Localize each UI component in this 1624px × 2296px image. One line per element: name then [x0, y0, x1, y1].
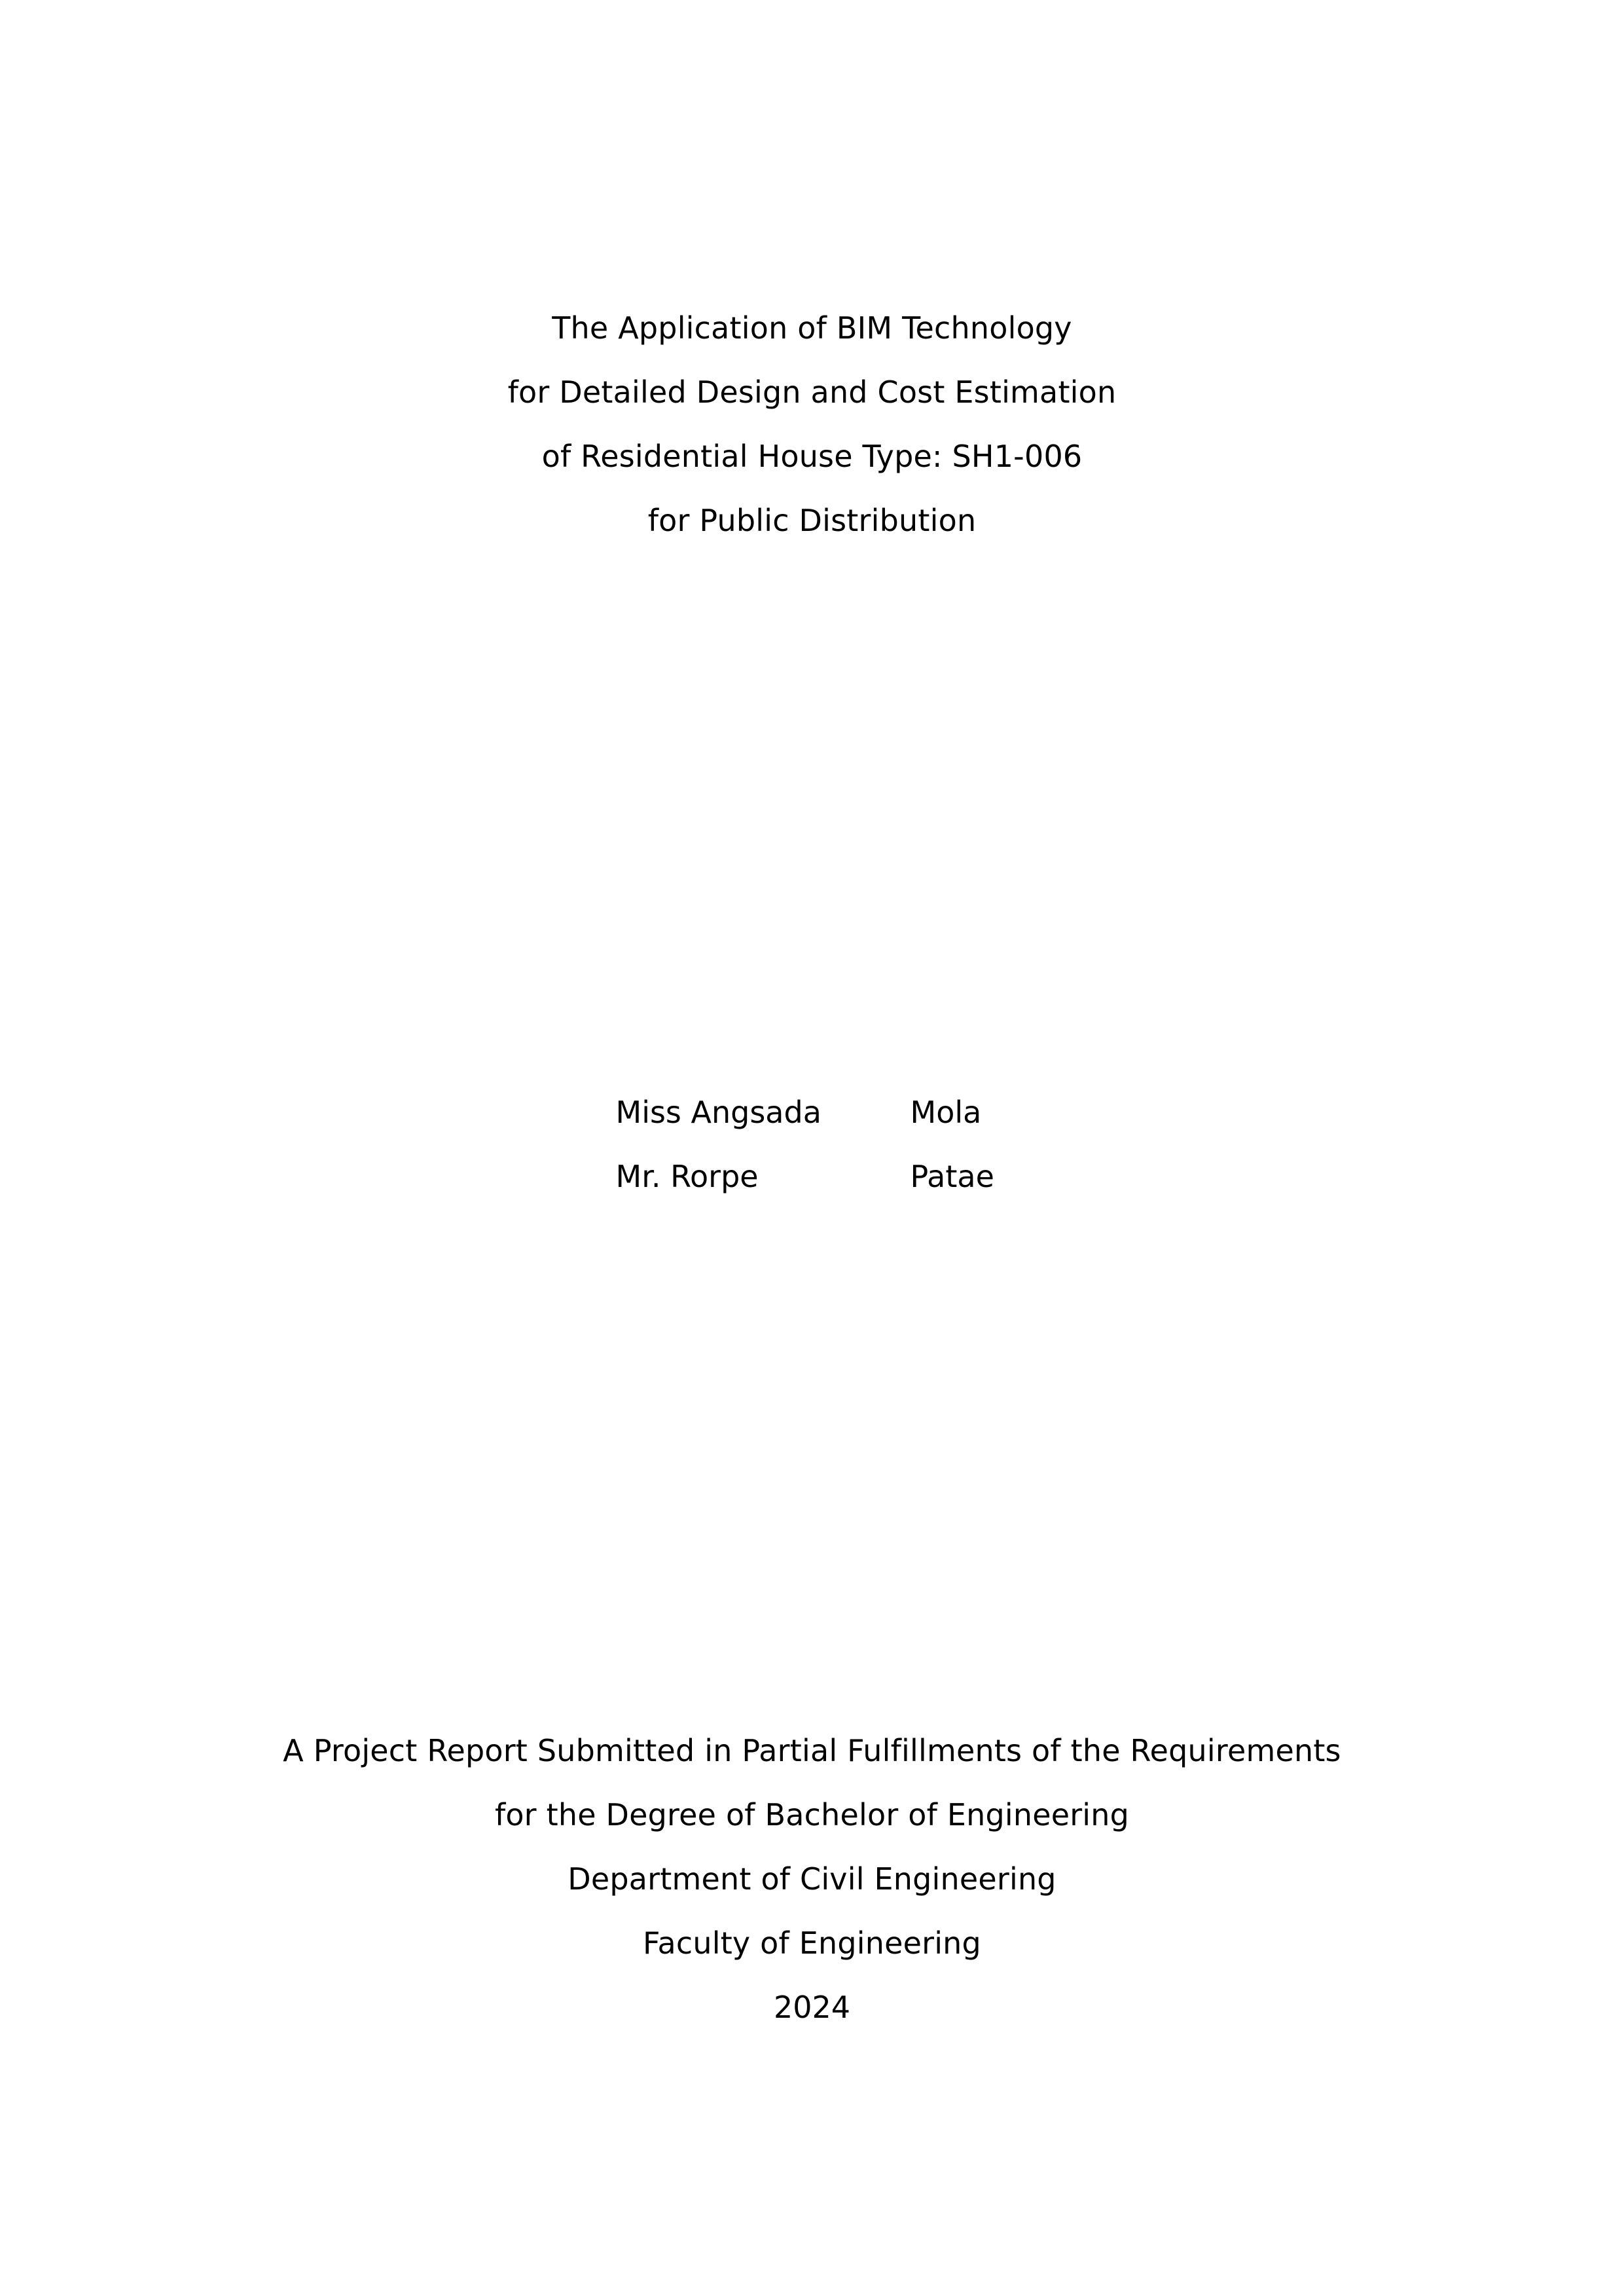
submission-line-2: for the Degree of Bachelor of Engineering	[494, 1797, 1130, 1832]
submission-line-3: Department of Civil Engineering	[568, 1861, 1056, 1897]
author-name: Miss Angsada	[615, 1095, 821, 1130]
title-line-4: for Public Distribution	[647, 503, 977, 538]
submission-statement	[0, 1719, 1624, 2039]
title-line-2: for Detailed Design and Cost Estimation	[507, 374, 1117, 410]
author-surname: Patae	[910, 1159, 994, 1194]
author-list	[0, 1080, 1624, 1209]
author-surname: Mola	[910, 1095, 982, 1130]
title-line-3: of Residential House Type: SH1-006	[541, 439, 1083, 474]
document-title	[0, 296, 1624, 553]
author-name: Mr. Rorpe	[615, 1159, 759, 1194]
title-line-1: The Application of BIM Technology	[552, 310, 1072, 346]
publication-year: 2024	[773, 1990, 851, 2025]
submission-line-4: Faculty of Engineering	[643, 1925, 981, 1961]
author-entry	[616, 1080, 1009, 1144]
submission-line-1: A Project Report Submitted in Partial Fulfillments of the Requirements	[283, 1733, 1341, 1768]
author-entry	[616, 1144, 1009, 1209]
